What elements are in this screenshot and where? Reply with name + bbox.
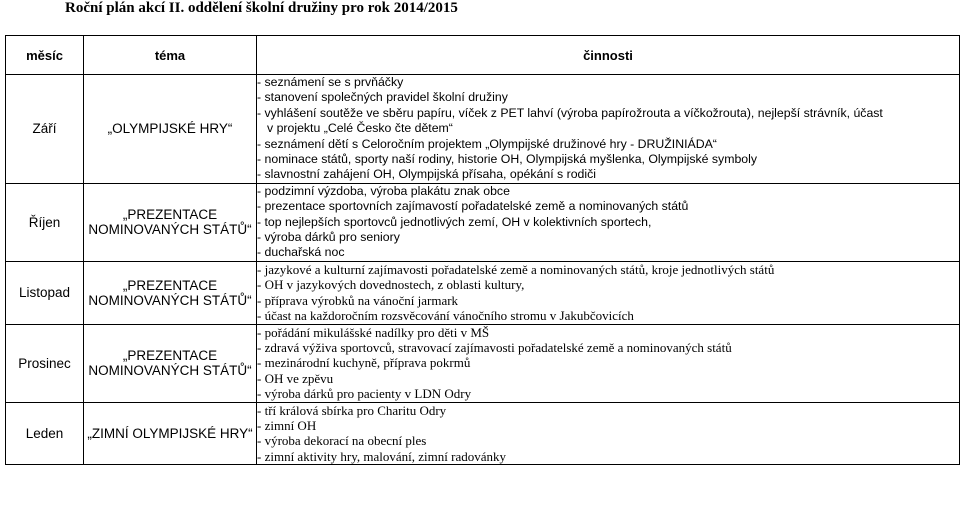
activity-item: - výroba dárků pro seniory — [257, 230, 400, 245]
activities-cell — [257, 75, 960, 184]
month-header: měsíc — [6, 36, 84, 75]
activity-item: - stanovení společných pravidel školní družiny — [257, 90, 508, 105]
topic-cell: „PREZENTACE NOMINOVANÝCH STÁTŮ“ — [84, 261, 257, 324]
activity-item: - jazykové a kulturní zajímavosti pořadatelské země a nominovaných států, kroje jednotlivých států — [257, 261, 775, 277]
activities-cell — [257, 183, 960, 261]
header-row — [6, 36, 960, 75]
topic-cell: „PREZENTACE NOMINOVANÝCH STÁTŮ“ — [84, 183, 257, 261]
topic-cell: „PREZENTACE NOMINOVANÝCH STÁTŮ“ — [84, 324, 257, 402]
activity-item: - zdravá výživa sportovců, stravovací zajímavosti pořadatelské země a nominovaných států — [257, 339, 732, 355]
topic-header: téma — [84, 36, 257, 75]
activity-item: - zimní OH — [257, 417, 317, 433]
activity-item: - tří králová sbírka pro Charitu Odry — [257, 402, 447, 418]
month-cell: Leden — [6, 402, 84, 465]
activity-item: - pořádání mikulášské nadílky pro děti v MŠ — [257, 324, 490, 340]
document-title: Roční plán akcí II. oddělení školní družiny pro rok 2014/2015 — [65, 0, 458, 16]
activity-item: - top nejlepších sportovců jednotlivých zemí, OH v kolektivních sportech, — [257, 214, 652, 229]
month-cell: Září — [6, 75, 84, 184]
activity-item: - slavnostní zahájení OH, Olympijská přísaha, opékání s rodiči — [257, 167, 596, 182]
table-row — [6, 261, 960, 324]
table-row — [6, 75, 960, 184]
table-row — [6, 183, 960, 261]
topic-cell: „OLYMPIJSKÉ HRY“ — [84, 75, 257, 184]
activity-item: - výroba dárků pro pacienty v LDN Odry — [257, 386, 472, 402]
month-cell: Listopad — [6, 261, 84, 324]
activity-item: v projektu „Celé Česko čte dětem“ — [267, 121, 453, 136]
month-cell: Říjen — [6, 183, 84, 261]
activity-item: - účast na každoročním rozsvěcování vánočního stromu v Jakubčovicích — [257, 308, 634, 324]
activity-item: - podzimní výzdoba, výroba plakátu znak obce — [257, 183, 510, 198]
annual-plan-table — [5, 35, 960, 465]
activity-item: - nominace států, sporty naší rodiny, historie OH, Olympijská myšlenka, Olympijské symboly — [257, 152, 758, 167]
activity-item: - OH v jazykových dovednostech, z oblasti kultury, — [257, 277, 525, 293]
activities-cell — [257, 402, 960, 465]
activity-item: - výroba dekorací na obecní ples — [257, 433, 427, 449]
activity-item: - seznámení dětí s Celoročním projektem „Olympijské družinové hry - DRUŽINIÁDA“ — [257, 136, 717, 151]
activities-cell — [257, 261, 960, 324]
activities-cell — [257, 324, 960, 402]
activity-item: - vyhlášení soutěže ve sběru papíru, víček z PET lahví (výroba papírožrouta a víčkožrouta), nejlepší strávník, účast — [257, 105, 883, 120]
activity-item: - zimní aktivity hry, malování, zimní radovánky — [257, 448, 506, 464]
activity-item: - OH ve zpěvu — [257, 370, 334, 386]
activity-item: - seznámení se s prvňáčky — [257, 75, 404, 89]
activity-item: - prezentace sportovních zajímavostí pořadatelské země a nominovaných států — [257, 199, 689, 214]
activity-item: - duchařská noc — [257, 245, 345, 260]
activity-item: - mezinárodní kuchyně, příprava pokrmů — [257, 355, 471, 371]
activity-item: - příprava výrobků na vánoční jarmark — [257, 292, 459, 308]
table-row — [6, 324, 960, 402]
table-row — [6, 402, 960, 465]
month-cell: Prosinec — [6, 324, 84, 402]
topic-cell: „ZIMNÍ OLYMPIJSKÉ HRY“ — [84, 402, 257, 465]
activities-header: činnosti — [257, 36, 960, 75]
